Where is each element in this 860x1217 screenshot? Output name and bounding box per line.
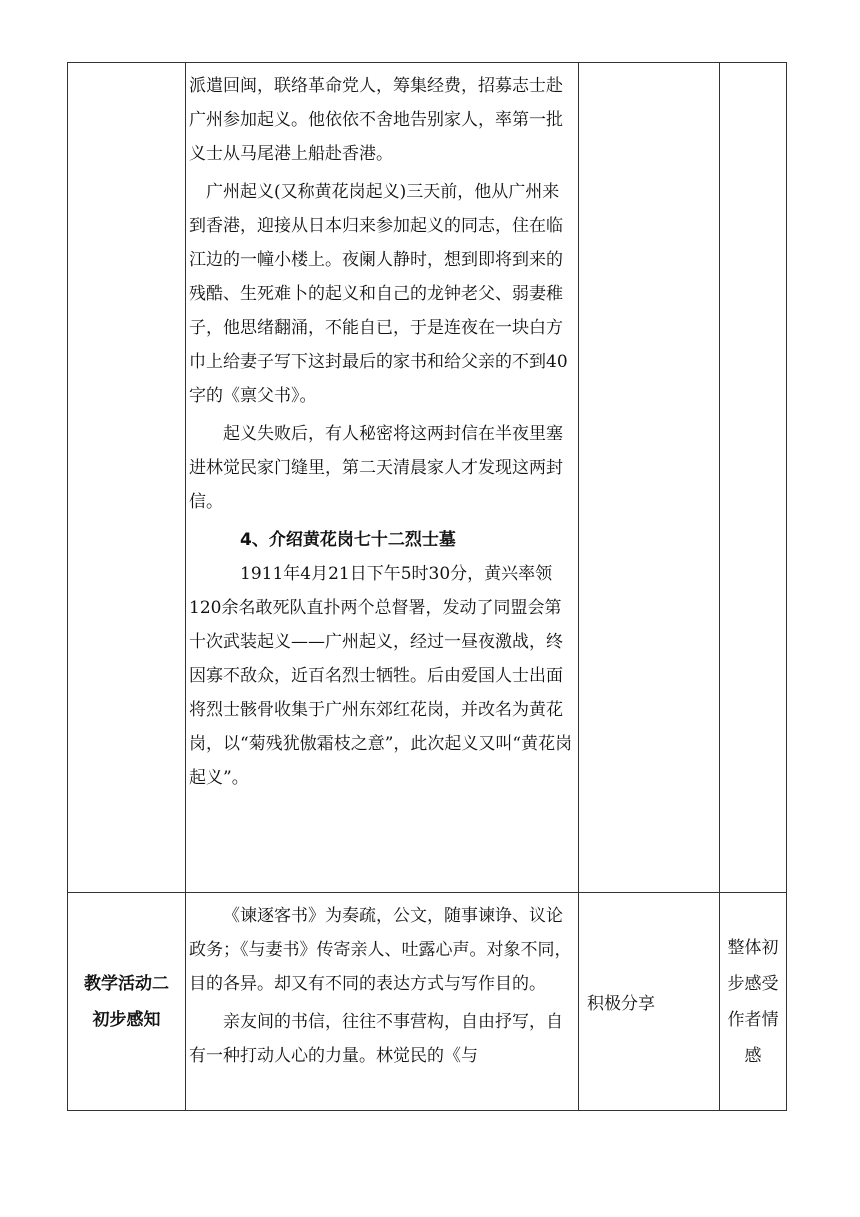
table-row <box>68 893 787 1111</box>
activity-cell <box>68 893 186 1111</box>
content-paragraph: 1911年4月21日下午5时30分，黄兴率领120余名敢死队直扑两个总督署，发动了同盟会第十次武装起义——广州起义，经过一昼夜激战，终因寡不敌众，近百名烈士牺牲。后由爱国人士出面将烈士骸骨收集于广州东郊红花岗，并改名为黄花岗，以“菊残犹傲霜枝之意”，此次起义又叫“黄花岗起义”。 <box>189 564 573 788</box>
design-intent-cell: 整体初步感受作者情感 <box>720 893 787 1111</box>
student-activity-cell: 积极分享 <box>579 893 720 1111</box>
content-paragraph: 派遣回闽，联络革命党人，筹集经费，招募志士赴广州参加起义。他依依不舍地告别家人，率第一批义士从马尾港上船赴香港。 <box>189 76 563 164</box>
design-intent-cell <box>720 63 787 893</box>
lesson-plan-table <box>67 62 787 1111</box>
content-cell <box>186 63 579 893</box>
section-heading: 4、介绍黄花岗七十二烈士墓 <box>240 530 456 550</box>
activity-title: 教学活动二 <box>84 973 169 994</box>
table-row <box>68 63 787 893</box>
activity-cell <box>68 63 186 893</box>
content-paragraph: 亲友间的书信，往往不事营构，自由抒写，自有一种打动人心的力量。林觉民的《与 <box>189 1012 563 1066</box>
content-paragraph: 广州起义(又称黄花岗起义)三天前，他从广州来到香港，迎接从日本归来参加起义的同志，住在临江边的一幢小楼上。夜阑人静时，想到即将到来的残酷、生死难卜的起义和自己的龙钟老父、弱妻稚子，他思绪翻涌，不能自已，于是连夜在一块白方巾上给妻子写下这封最后的家书和给父亲的不到40字的《禀父书》。 <box>189 182 568 406</box>
student-activity-cell <box>579 63 720 893</box>
activity-subtitle: 初步感知 <box>92 1009 161 1030</box>
content-cell <box>186 893 579 1111</box>
content-paragraph: 起义失败后，有人秘密将这两封信在半夜里塞进林觉民家门缝里，第二天清晨家人才发现这两封信。 <box>189 424 563 512</box>
content-paragraph: 《谏逐客书》为奏疏，公文，随事谏诤、议论政务；《与妻书》传寄亲人、吐露心声。对象不同，目的各异。却又有不同的表达方式与写作目的。 <box>189 906 572 994</box>
